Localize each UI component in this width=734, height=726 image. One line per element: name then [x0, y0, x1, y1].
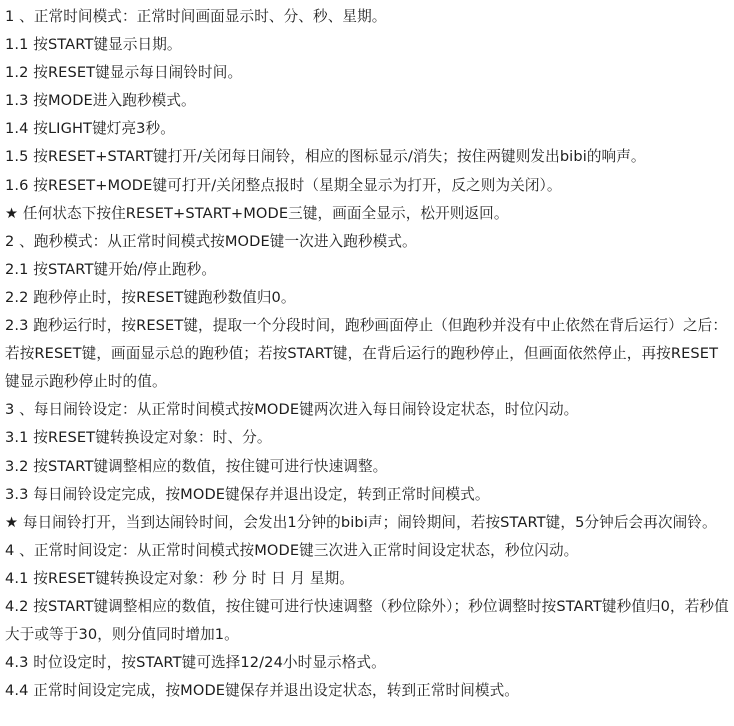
item-3-2: 3.2 按START键调整相应的数值，按住键可进行快速调整。 — [5, 457, 388, 475]
item-3-3: 3.3 每日闹铃设定完成，按MODE键保存并退出设定，转到正常时间模式。 — [5, 485, 490, 503]
item-3-1: 3.1 按RESET键转换设定对象：时、分。 — [5, 429, 272, 447]
item-4-3: 4.3 时位设定时，按START键可选择12/24小时显示格式。 — [5, 654, 386, 672]
item-1-3: 1.3 按MODE进入跑秒模式。 — [5, 92, 196, 110]
item-1-6: 1.6 按RESET+MODE键可打开/关闭整点报时（星期全显示为打开，反之则为关闭）。 — [5, 176, 562, 194]
item-1-1: 1.1 按START键显示日期。 — [5, 36, 182, 54]
item-2-1: 2.1 按START键开始/停止跑秒。 — [5, 260, 217, 278]
item-4-2: 4.2 按START键调整相应的数值，按住键可进行快速调整（秒位除外）；秒位调整时按START键秒值归0，若秒值大于或等于30，则分值同时增加1。 — [5, 597, 729, 644]
item-4-1: 4.1 按RESET键转换设定对象：秒 分 时 日 月 星期。 — [5, 569, 354, 587]
item-2-2: 2.2 跑秒停止时，按RESET键跑秒数值归0。 — [5, 288, 296, 306]
item-1-5: 1.5 按RESET+START键打开/关闭每日闹铃，相应的图标显示/消失；按住两键则发出bibi的响声。 — [5, 148, 646, 166]
item-1-4: 1.4 按LIGHT键灯亮3秒。 — [5, 120, 175, 138]
item-4-4: 4.4 正常时间设定完成，按MODE键保存并退出设定状态，转到正常时间模式。 — [5, 682, 519, 700]
note-star-2: ★ 每日闹铃打开，当到达闹铃时间，会发出1分钟的bibi声；闹铃期间，若按START键，5分钟后会再次闹铃。 — [5, 513, 717, 531]
section-2-heading: 2 、跑秒模式：从正常时间模式按MODE键一次进入跑秒模式。 — [5, 232, 417, 250]
section-3-heading: 3 、每日闹铃设定：从正常时间模式按MODE键两次进入每日闹铃设定状态，时位闪动。 — [5, 401, 579, 419]
note-star-1: ★ 任何状态下按住RESET+START+MODE三键，画面全显示，松开则返回。 — [5, 204, 509, 222]
section-4-heading: 4 、正常时间设定：从正常时间模式按MODE键三次进入正常时间设定状态，秒位闪动。 — [5, 541, 579, 559]
item-1-2: 1.2 按RESET键显示每日闹铃时间。 — [5, 64, 243, 82]
item-2-3: 2.3 跑秒运行时，按RESET键，提取一个分段时间，跑秒画面停止（但跑秒并没有中止依然在背后运行）之后：若按RESET键，画面显示总的跑秒值；若按START键，在背后运行的跑秒停止，但画面依然停止，再按RESET键显示跑秒停止时的值。 — [5, 317, 728, 391]
instruction-document — [5, 3, 731, 705]
section-1-heading: 1 、正常时间模式：正常时间画面显示时、分、秒、星期。 — [5, 8, 387, 25]
